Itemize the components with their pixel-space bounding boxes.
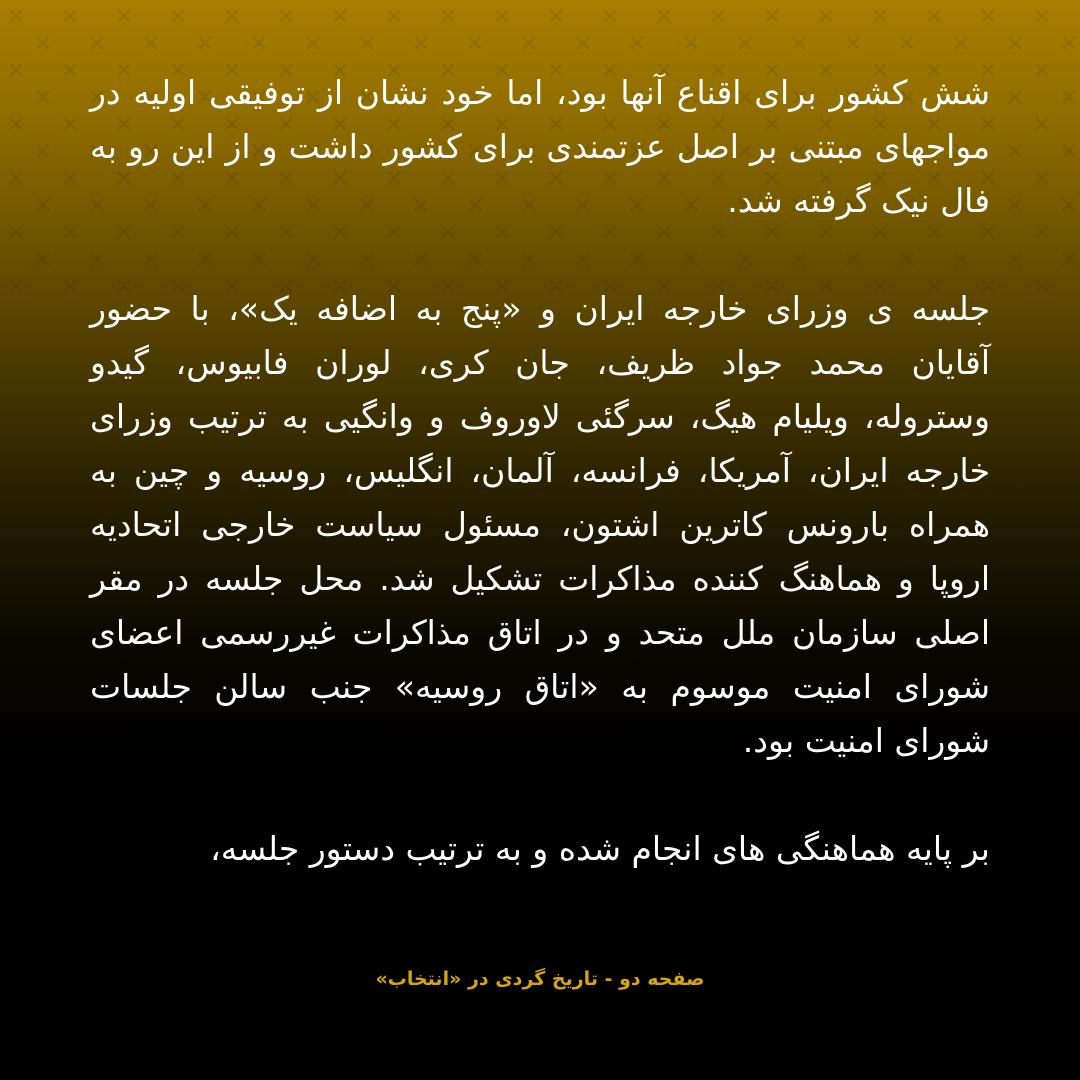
paragraph-2: جلسه ی وزرای خارجه ایران و «پنج به اضافه یک»، با حضور آقایان محمد جواد ظریف، جان کری، لوران فابیوس، گیدو وستروله، ویلیام هیگ، سرگئی لاوروف و وانگیی به ترتیب وزرای خارجه ایران، آمریکا، فرانسه، آلمان، انگلیس، روسیه و چین به همراه بارونس کاترین اشتون، مسئول سیاست خارجی اتحادیه اروپا و هماهنگ کننده مذاکرات تشکیل شد. محل جلسه در مقر اصلی سازمان ملل متحد و در اتاق مذاکرات غیررسمی اعضای شورای امنیت موسوم به «اتاق روسیه» جنب سالن جلسات شورای امنیت بود. — [90, 289, 990, 760]
page-footer: صفحه دو - تاریخ گردی در «انتخاب» — [375, 968, 705, 990]
paragraph-3: بر پایه هماهنگی های انجام شده و به ترتیب دستور جلسه، — [210, 829, 990, 868]
body-text — [90, 66, 990, 930]
paragraph-1: شش کشور برای اقناع آنها بود، اما خود نشان از توفیقی اولیه در مواجهای مبتنی بر اصل عزتمندی برای کشور داشت و از این رو به فال نیک گرفته شد. — [90, 73, 990, 220]
